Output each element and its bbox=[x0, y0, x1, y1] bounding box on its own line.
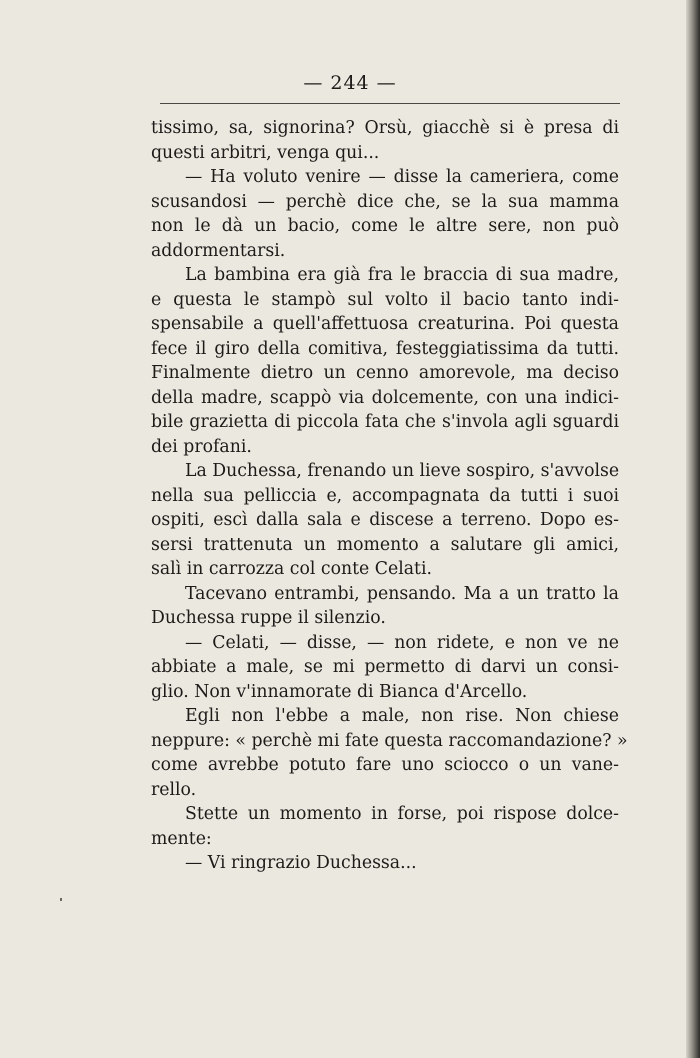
body-text bbox=[151, 116, 628, 876]
text-line: dei profani. bbox=[151, 436, 252, 457]
book-spine-shadow bbox=[686, 0, 700, 1058]
text-line: La bambina era già fra le braccia di sua madre, bbox=[185, 265, 619, 285]
text-line: — Vi ringrazio Duchessa... bbox=[185, 853, 417, 873]
text-line: fece il giro della comitiva, festeggiatissima da tutti. bbox=[151, 338, 619, 359]
text-line: neppure: « perchè mi fate questa raccomandazione? » bbox=[151, 730, 628, 751]
text-line: Tacevano entrambi, pensando. Ma a un tratto la bbox=[185, 583, 619, 604]
text-line: Duchessa ruppe il silenzio. bbox=[151, 608, 386, 628]
text-line: e questa le stampò sul volto il bacio tanto indi- bbox=[151, 289, 619, 310]
text-line: abbiate a male, se mi permetto di darvi un consi- bbox=[151, 657, 619, 677]
text-line: non le dà un bacio, come le altre sere, non può bbox=[151, 216, 619, 236]
text-line: La Duchessa, frenando un lieve sospiro, s'avvolse bbox=[185, 461, 620, 481]
text-line: glio. Non v'innamorate di Bianca d'Arcello. bbox=[151, 681, 528, 702]
text-line: salì in carrozza col conte Celati. bbox=[151, 559, 433, 579]
text-line: addormentarsi. bbox=[151, 240, 286, 261]
text-line: Stette un momento in forse, poi rispose dolce- bbox=[185, 804, 619, 824]
header-rule bbox=[160, 103, 620, 104]
text-line: spensabile a quell'affettuosa creaturina. Poi questa bbox=[151, 314, 619, 334]
text-line: tissimo, sa, signorina? Orsù, giacchè si è presa di bbox=[151, 118, 619, 138]
paper-speck bbox=[60, 898, 62, 901]
text-line: della madre, scappò via dolcemente, con una indici- bbox=[151, 387, 619, 408]
text-line: come avrebbe potuto fare uno sciocco o un vane- bbox=[151, 755, 619, 775]
text-line: sersi trattenuta un momento a salutare gli amici, bbox=[151, 534, 619, 555]
text-line: scusandosi — perchè dice che, se la sua mamma bbox=[151, 191, 619, 212]
text-line: nella sua pelliccia e, accompagnata da tutti i suoi bbox=[151, 485, 619, 506]
text-line: — Ha voluto venire — disse la cameriera, come bbox=[185, 167, 619, 187]
text-line: rello. bbox=[151, 779, 197, 800]
text-line: ospiti, escì dalla sala e discese a terreno. Dopo es- bbox=[151, 510, 619, 530]
text-line: Finalmente dietro un cenno amorevole, ma deciso bbox=[151, 363, 619, 383]
text-line: — Celati, — disse, — non ridete, e non ve ne bbox=[185, 632, 619, 653]
text-line: Egli non l'ebbe a male, non rise. Non chiese bbox=[185, 706, 619, 726]
page-number: — 244 — bbox=[303, 72, 397, 94]
text-line: bile grazietta di piccola fata che s'invola agli sguardi bbox=[151, 412, 619, 432]
text-line: mente: bbox=[151, 828, 212, 849]
text-line: questi arbitri, venga qui... bbox=[151, 142, 380, 163]
